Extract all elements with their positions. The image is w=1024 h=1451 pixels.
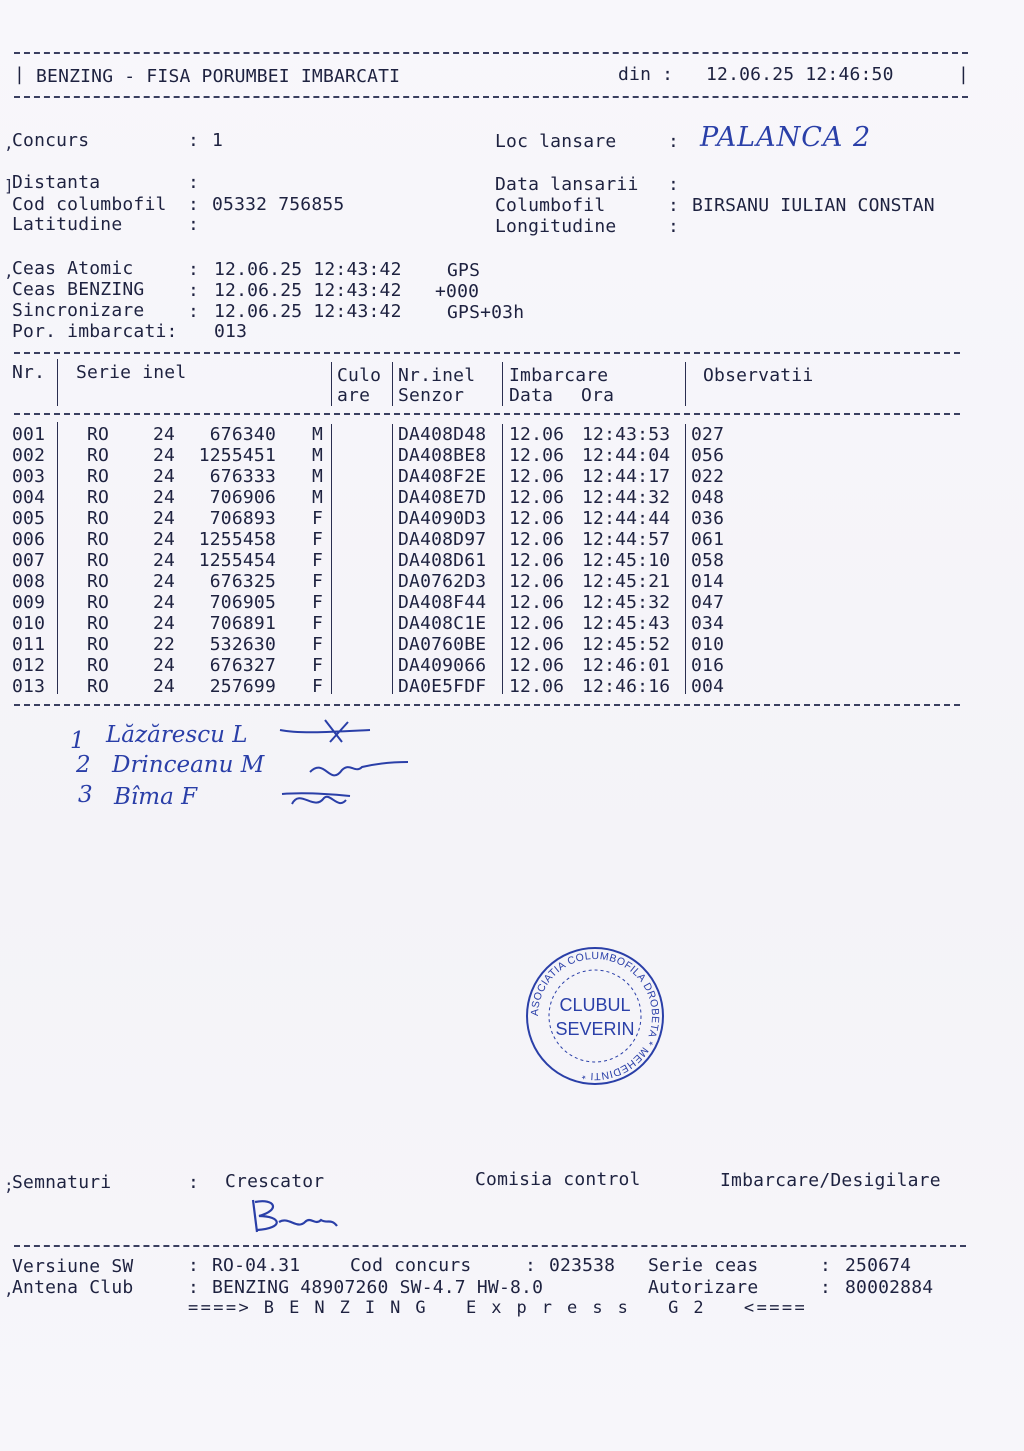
cod-columbofil-label: Cod columbofil [12, 194, 167, 215]
cell-inel: 1255458 [198, 529, 276, 550]
sincronizare-label: Sincronizare [12, 300, 145, 321]
cell-sex: M [312, 487, 324, 508]
col-divider-imbarcare [685, 362, 686, 406]
cell-tara: RO [87, 613, 110, 634]
table-row [0, 445, 1024, 466]
cell-tara: RO [87, 634, 110, 655]
table-row [0, 592, 1024, 613]
cell-nr: 007 [12, 550, 46, 571]
cell-tara: RO [87, 571, 110, 592]
cell-inel: 676333 [209, 466, 276, 487]
cell-tara: RO [87, 592, 110, 613]
cell-nr: 002 [12, 445, 46, 466]
cell-nr: 001 [12, 424, 46, 445]
cell-sex: F [312, 634, 324, 655]
cell-ora: 12:44:17 [582, 466, 671, 487]
cell-nr: 004 [12, 487, 46, 508]
cell-ora: 12:45:32 [582, 592, 671, 613]
antena-label: Antena Club [12, 1277, 134, 1298]
cell-sex: F [312, 550, 324, 571]
commission-name-1: Lăzărescu L [106, 722, 248, 748]
table-top-rule [14, 352, 960, 354]
table-row [0, 676, 1024, 697]
table-row [0, 613, 1024, 634]
cell-an: 24 [153, 487, 176, 508]
cell-nr: 003 [12, 466, 46, 487]
document-title: BENZING - FISA PORUMBEI IMBARCATI [36, 66, 401, 87]
cell-an: 24 [153, 550, 176, 571]
cell-data: 12.06 [509, 613, 565, 634]
cell-tara: RO [87, 676, 110, 697]
data-lansarii-colon: : [668, 174, 680, 195]
col-header-serie-inel: Serie inel [76, 362, 187, 383]
latitudine-label: Latitudine [12, 214, 123, 235]
stamp-line-1: CLUBUL [559, 995, 631, 1015]
cell-tara: RO [87, 529, 110, 550]
autorizare-colon: : [820, 1277, 832, 1298]
commission-num-2: 2 [76, 752, 91, 778]
signature-imbarcare-label: Imbarcare/Desigilare [720, 1170, 941, 1191]
commission-num-3: 3 [78, 782, 93, 808]
col-divider-culoare [392, 362, 393, 406]
col-header-imbarcare: Imbarcare [509, 365, 609, 386]
col-header-imbarcare-data: Data [509, 385, 554, 406]
cell-senzor: DA408D97 [398, 529, 487, 550]
cell-senzor: DA408D48 [398, 424, 487, 445]
cell-obs: 047 [691, 592, 725, 613]
cell-senzor: DA408C1E [398, 613, 487, 634]
cell-sex: F [312, 592, 324, 613]
cell-obs: 056 [691, 445, 725, 466]
concurs-value: 1 [212, 130, 224, 151]
cell-an: 24 [153, 466, 176, 487]
commission-name-2: Drinceanu M [112, 752, 265, 778]
cell-inel: 1255454 [198, 550, 276, 571]
cell-sex: F [312, 676, 324, 697]
footer-top-rule [14, 1245, 966, 1247]
cell-nr: 006 [12, 529, 46, 550]
table-row [0, 634, 1024, 655]
cell-nr: 009 [12, 592, 46, 613]
crescator-signature [245, 1196, 340, 1238]
cell-inel: 257699 [209, 676, 276, 697]
distanta-label: Distanta [12, 172, 101, 193]
cell-obs: 016 [691, 655, 725, 676]
cell-nr: 011 [12, 634, 46, 655]
col-header-culoare-2: are [337, 385, 371, 406]
col-header-observatii: Observatii [703, 365, 814, 386]
ceas-atomic-label: Ceas Atomic [12, 258, 134, 279]
cell-inel: 676327 [209, 655, 276, 676]
table-row [0, 571, 1024, 592]
header-top-rule [14, 52, 968, 54]
cell-inel: 1255451 [198, 445, 276, 466]
cell-ora: 12:45:43 [582, 613, 671, 634]
cod-concurs-colon: : [525, 1255, 537, 1276]
cell-an: 24 [153, 655, 176, 676]
cell-ora: 12:46:16 [582, 676, 671, 697]
cell-obs: 010 [691, 634, 725, 655]
loc-lansare-value: PALANCA 2 [700, 122, 872, 153]
cell-ora: 12:45:10 [582, 550, 671, 571]
longitudine-colon: : [668, 216, 680, 237]
header-left-bar: | [14, 64, 26, 85]
table-row [0, 487, 1024, 508]
cell-tara: RO [87, 445, 110, 466]
cell-inel: 532630 [209, 634, 276, 655]
sincronizare-colon: : [188, 301, 200, 322]
cell-obs: 048 [691, 487, 725, 508]
ceas-benzing-label: Ceas BENZING [12, 279, 145, 300]
cell-senzor: DA408F2E [398, 466, 487, 487]
cell-sex: M [312, 445, 324, 466]
serie-ceas-label: Serie ceas [648, 1255, 759, 1276]
cell-ora: 12:44:44 [582, 508, 671, 529]
table-row [0, 655, 1024, 676]
cod-concurs-value: 023538 [549, 1255, 616, 1276]
col-divider-serie [331, 362, 332, 406]
distanta-colon: : [188, 172, 200, 193]
cell-data: 12.06 [509, 655, 565, 676]
cell-senzor: DA408D61 [398, 550, 487, 571]
columbofil-label: Columbofil [495, 195, 606, 216]
cell-data: 12.06 [509, 592, 565, 613]
table-row [0, 424, 1024, 445]
ceas-atomic-extra: GPS [447, 260, 481, 281]
cell-an: 24 [153, 571, 176, 592]
cell-ora: 12:46:01 [582, 655, 671, 676]
cell-data: 12.06 [509, 529, 565, 550]
cell-obs: 004 [691, 676, 725, 697]
columbofil-value: BIRSANU IULIAN CONSTAN [692, 195, 935, 216]
signatures-label: Semnaturi [12, 1172, 112, 1193]
cell-senzor: DA408E7D [398, 487, 487, 508]
cell-tara: RO [87, 550, 110, 571]
cell-tara: RO [87, 508, 110, 529]
cell-sex: F [312, 655, 324, 676]
commission-num-1: 1 [70, 728, 85, 754]
col-header-imbarcare-ora: Ora [581, 385, 615, 406]
serie-ceas-value: 250674 [845, 1255, 912, 1276]
cell-inel: 706891 [209, 613, 276, 634]
cell-data: 12.06 [509, 466, 565, 487]
concurs-colon: : [188, 130, 211, 151]
ceas-atomic-value: 12.06.25 12:43:42 [214, 259, 402, 280]
cell-sex: M [312, 424, 324, 445]
cell-ora: 12:45:21 [582, 571, 671, 592]
por-imbarcati-label: Por. imbarcati: [12, 321, 178, 342]
cell-inel: 706906 [209, 487, 276, 508]
cell-an: 24 [153, 424, 176, 445]
cell-an: 22 [153, 634, 176, 655]
cell-obs: 061 [691, 529, 725, 550]
versiune-label: Versiune SW [12, 1256, 134, 1277]
cell-senzor: DA0E5FDF [398, 676, 487, 697]
stamp-outer-text: ASOCIATIA COLUMBOFILA DROBETA * MEHEDINTI * [528, 949, 662, 1083]
latitudine-colon: : [188, 214, 200, 235]
cell-sex: F [312, 529, 324, 550]
longitudine-label: Longitudine [495, 216, 617, 237]
cell-nr: 008 [12, 571, 46, 592]
cell-data: 12.06 [509, 487, 565, 508]
margin-mark: , [4, 262, 14, 281]
sincronizare-value: 12.06.25 12:43:42 [214, 301, 402, 322]
cell-an: 24 [153, 445, 176, 466]
cell-senzor: DA0760BE [398, 634, 487, 655]
margin-mark: ; [4, 1176, 14, 1195]
cell-obs: 058 [691, 550, 725, 571]
cell-obs: 022 [691, 466, 725, 487]
cell-senzor: DA0762D3 [398, 571, 487, 592]
cod-columbofil-colon: : [188, 194, 200, 215]
cell-ora: 12:44:57 [582, 529, 671, 550]
signatures-colon: : [188, 1172, 200, 1193]
signature-comisia-label: Comisia control [475, 1169, 641, 1190]
date-value: 12.06.25 12:46:50 [706, 64, 894, 85]
cell-sex: M [312, 466, 324, 487]
date-label: din : [618, 64, 674, 85]
cell-ora: 12:45:52 [582, 634, 671, 655]
cell-ora: 12:44:04 [582, 445, 671, 466]
cell-sex: F [312, 508, 324, 529]
cell-an: 24 [153, 676, 176, 697]
cod-concurs-label: Cod concurs [350, 1255, 472, 1276]
loc-lansare-label: Loc lansare [495, 131, 617, 152]
cell-nr: 013 [12, 676, 46, 697]
col-header-nr-inel-2: Senzor [398, 385, 465, 406]
table-row [0, 508, 1024, 529]
sincronizare-extra: GPS+03h [447, 302, 525, 323]
cell-tara: RO [87, 424, 110, 445]
col-header-culoare-1: Culo [337, 365, 382, 386]
col-header-nr-inel-1: Nr.inel [398, 365, 476, 386]
table-row [0, 550, 1024, 571]
cell-an: 24 [153, 529, 176, 550]
cell-data: 12.06 [509, 445, 565, 466]
versiune-colon: : [188, 1255, 200, 1276]
cell-ora: 12:43:53 [582, 424, 671, 445]
cell-nr: 005 [12, 508, 46, 529]
autorizare-value: 80002884 [845, 1277, 934, 1298]
commission-name-3: Bîma F [114, 784, 198, 810]
autorizare-label: Autorizare [648, 1277, 759, 1298]
header-right-bar: | [958, 64, 970, 85]
antena-colon: : [188, 1277, 200, 1298]
cell-data: 12.06 [509, 676, 565, 697]
cell-data: 12.06 [509, 508, 565, 529]
cell-data: 12.06 [509, 550, 565, 571]
cell-an: 24 [153, 592, 176, 613]
cell-sex: F [312, 571, 324, 592]
table-bottom-rule [14, 704, 960, 706]
benzing-banner: ====> B E N Z I N G E x p r e s s G 2 <==== [188, 1298, 808, 1318]
col-divider-senzor [502, 362, 503, 406]
loc-lansare-colon: : [668, 131, 680, 152]
cell-inel: 706893 [209, 508, 276, 529]
cell-obs: 014 [691, 571, 725, 592]
signature-crescator-label: Crescator [225, 1171, 325, 1192]
cell-nr: 010 [12, 613, 46, 634]
stamp-line-2: SEVERIN [555, 1019, 635, 1039]
col-header-nr: Nr. [12, 362, 46, 383]
margin-mark: , [4, 1280, 14, 1299]
cell-inel: 676325 [209, 571, 276, 592]
columbofil-colon: : [668, 195, 680, 216]
col-divider-nr [57, 359, 58, 406]
club-stamp [524, 945, 666, 1087]
cell-an: 24 [153, 508, 176, 529]
cell-an: 24 [153, 613, 176, 634]
cell-inel: 676340 [209, 424, 276, 445]
cell-ora: 12:44:32 [582, 487, 671, 508]
ceas-benzing-extra: +000 [435, 281, 480, 302]
cell-tara: RO [87, 655, 110, 676]
cell-senzor: DA409066 [398, 655, 487, 676]
serie-ceas-colon: : [820, 1255, 832, 1276]
antena-value: BENZING 48907260 SW-4.7 HW-8.0 [212, 1277, 544, 1298]
cell-nr: 012 [12, 655, 46, 676]
header-bottom-rule [14, 96, 968, 98]
cell-obs: 034 [691, 613, 725, 634]
cell-inel: 706905 [209, 592, 276, 613]
por-imbarcati-value: 013 [214, 321, 248, 342]
cell-senzor: DA4090D3 [398, 508, 487, 529]
cell-obs: 027 [691, 424, 725, 445]
cell-data: 12.06 [509, 634, 565, 655]
ceas-atomic-colon: : [188, 259, 200, 280]
cell-tara: RO [87, 487, 110, 508]
table-header-rule [14, 413, 960, 415]
cell-senzor: DA408F44 [398, 592, 487, 613]
data-lansarii-label: Data lansarii [495, 174, 639, 195]
commission-signatures [270, 712, 420, 822]
table-row [0, 529, 1024, 550]
table-row [0, 466, 1024, 487]
cell-tara: RO [87, 466, 110, 487]
cell-data: 12.06 [509, 424, 565, 445]
versiune-value: RO-04.31 [212, 1255, 301, 1276]
margin-mark: , [4, 134, 14, 153]
concurs-label: Concurs [12, 130, 90, 151]
ceas-benzing-colon: : [188, 280, 200, 301]
margin-mark: ] [4, 176, 14, 195]
cell-senzor: DA408BE8 [398, 445, 487, 466]
ceas-benzing-value: 12.06.25 12:43:42 [214, 280, 402, 301]
cod-columbofil-value: 05332 756855 [212, 194, 345, 215]
cell-obs: 036 [691, 508, 725, 529]
cell-data: 12.06 [509, 571, 565, 592]
cell-sex: F [312, 613, 324, 634]
